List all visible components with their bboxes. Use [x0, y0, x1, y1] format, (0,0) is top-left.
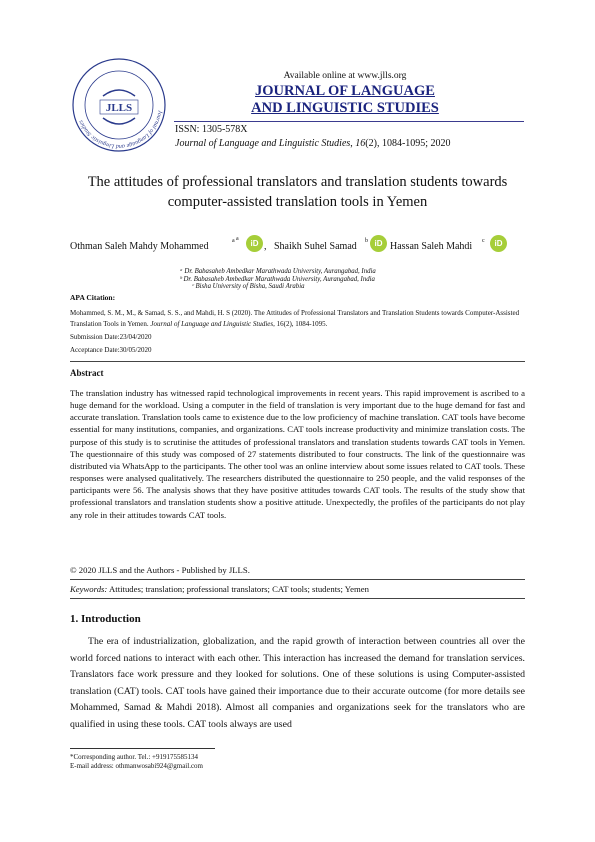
divider	[70, 361, 525, 362]
logo-text: JLLS	[105, 102, 133, 114]
issn: ISSN: 1305-578X	[175, 124, 248, 135]
acceptance-date: Acceptance Date:30/05/2020	[70, 346, 152, 354]
divider	[70, 579, 525, 580]
abstract-text: The translation industry has witnessed rapid technological improvements in recent years. This rapid improvement is ascribed to a huge demand for the workload. Using a computer in the field of translation is very important due to the huge demand for fast and accurate translation. Translation tools came to existence due to the low proficiency of machine translation. CAT tools have become essential for many institutions, companies, and organizations. CAT tools increase productivity and minimize translation costs. The purpose of this study is to scrutinise the attitudes of professional translators and translation students towards CAT tools in Yemen. The questionnaire of this study was composed of 27 statements distributed to four constructs. The link of the questionnaire was distributed via WhatsApp to the participants. The other tool was an online interview about some issues related to CAT tools. These responses were analysed qualitatively. The researchers distributed the questionnaire to 250 people, and the valid responses of the participants were 56. The analysis shows that they have positive attitudes towards CAT tools. The results of the study show that professional translators and translation students show a positive attitude. Unexpectedly, the profiles of the participants do not play any role in their attitudes towards CAT tools.	[70, 388, 525, 520]
affiliations: ᵃ Dr. Babasaheb Ambedkar Marathwada University, Aurangabad, India ᵇ Dr. Babasaheb Ambedkar Marathwada University, Aurangabad, India ᶜ Bisha University of Bisha, Saudi Arabia	[180, 268, 376, 290]
copyright: © 2020 JLLS and the Authors - Published by JLLS.	[70, 565, 250, 575]
author-list: Othman Saleh Mahdy Mohammed a a iD , Shaikh Suhel Samad b iD Hassan Saleh Mahdi c iD	[70, 235, 540, 257]
divider	[70, 598, 525, 599]
submission-date: Submission Date:23/04/2020	[70, 333, 152, 341]
orcid-icon[interactable]: iD	[490, 235, 507, 252]
author-name: Othman Saleh Mahdy Mohammed	[70, 241, 209, 252]
header-rule	[174, 121, 524, 122]
author-name: Shaikh Suhel Samad	[274, 241, 357, 252]
author-name: Hassan Saleh Mahdi	[390, 241, 473, 252]
introduction-text: The era of industrialization, globalization, and the rapid growth of interaction between countries all over the world forced nations to interact with each other. This interaction has increased the demand for translation services. Translators face work pressure and they looked for solutions. One of these solutions is using Computer-assisted translation (CAT) tools. CAT tools have gained their importance due to their accurate outcome (for more details see Mohammed, Samad & Mahdi 2018). Almost all companies and organizations seek for the translators who are qualified in using these tools. CAT tools always are used	[70, 636, 525, 730]
section-heading: 1. Introduction	[70, 613, 141, 625]
corresponding-author: *Corresponding author. Tel.: +919175585134	[70, 753, 198, 761]
author-affil-sup: b	[365, 238, 368, 244]
author-affil-sup: c	[482, 238, 485, 244]
available-online: Available online at www.jlls.org	[283, 71, 407, 81]
abstract-heading: Abstract	[70, 368, 104, 378]
footnote-rule	[70, 748, 215, 749]
journal-logo	[70, 56, 168, 154]
svg-text:Journal of Language and Lingui: Journal of Language and Linguistic Studies	[78, 109, 163, 150]
journal-title: JOURNAL OF LANGUAGE AND LINGUISTIC STUDIES	[251, 83, 439, 116]
author-affil-sup: a	[232, 238, 235, 244]
orcid-icon[interactable]: iD	[246, 235, 263, 252]
apa-heading: APA Citation:	[70, 293, 116, 302]
orcid-icon[interactable]: iD	[370, 235, 387, 252]
keywords: Keywords: Attitudes; translation; professional translators; CAT tools; students; Yemen	[70, 584, 369, 594]
email-address: E-mail address: othmanwosabi924@gmail.com	[70, 762, 204, 770]
apa-citation: Mohammed, S. M., M., & Samad, S. S., and Mahdi, H. S (2020). The Attitudes of Professional Translators and Translation Students towards Computer-Assisted Translation Tools in Yemen. Journal of Language and Linguistic Studies, 16(2), 1084-1095.	[70, 309, 520, 328]
journal-citation: Journal of Language and Linguistic Studies, 16(2), 1084-1095; 2020	[175, 138, 451, 149]
paper-title: The attitudes of professional translators and translation students towards computer-assisted translation tools in Yemen	[87, 174, 508, 210]
